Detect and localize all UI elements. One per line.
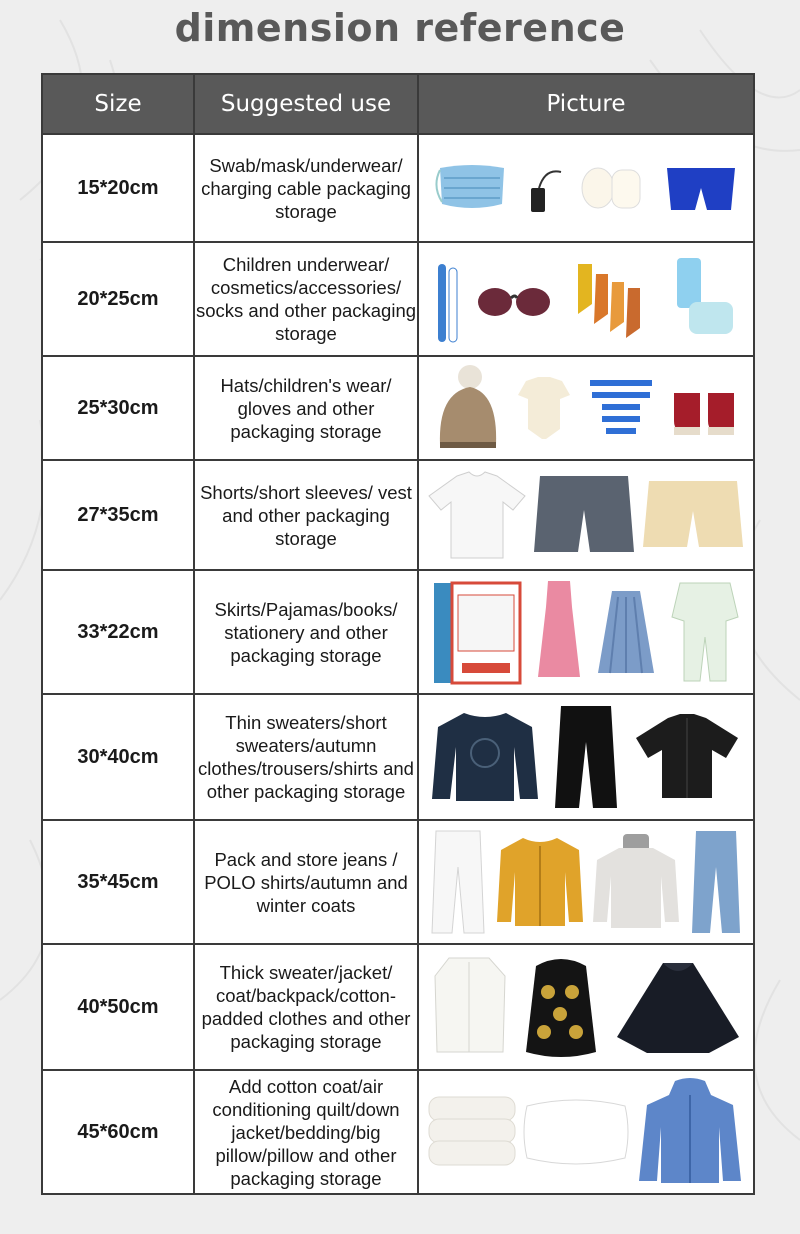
toothbrush-icon bbox=[432, 254, 462, 344]
table-row bbox=[42, 134, 754, 242]
turtleneck-icon bbox=[591, 832, 681, 932]
white-jacket-icon bbox=[429, 952, 509, 1062]
size-cell: 27*35cm bbox=[42, 460, 194, 570]
use-cell: Swab/mask/underwear/ charging cable packaging storage bbox=[194, 134, 418, 242]
beige-shorts-icon bbox=[641, 475, 745, 555]
black-trousers-icon bbox=[551, 702, 621, 812]
t-shirt-icon bbox=[427, 470, 527, 560]
cosmetic-jar-icon bbox=[671, 254, 741, 344]
size-cell: 35*45cm bbox=[42, 820, 194, 944]
use-cell: Thin sweaters/short sweaters/autumn clothes/trousers/shirts and other packaging storage bbox=[194, 694, 418, 820]
use-cell: Shorts/short sleeves/ vest and other packaging storage bbox=[194, 460, 418, 570]
pink-dress-icon bbox=[536, 577, 582, 687]
pleated-skirt-icon bbox=[596, 587, 656, 677]
pajamas-icon bbox=[670, 577, 740, 687]
picture-cell bbox=[418, 356, 754, 460]
size-cell: 45*60cm bbox=[42, 1070, 194, 1194]
table-header-row bbox=[42, 74, 754, 134]
size-cell: 15*20cm bbox=[42, 134, 194, 242]
table-row bbox=[42, 944, 754, 1070]
header-size: Size bbox=[42, 74, 194, 134]
picture-cell bbox=[418, 134, 754, 242]
picture-cell bbox=[418, 460, 754, 570]
striped-bodysuit-icon bbox=[586, 363, 656, 453]
table-row bbox=[42, 460, 754, 570]
quilt-icon bbox=[427, 1087, 517, 1177]
picture-cell bbox=[418, 242, 754, 356]
underwear-shorts-icon bbox=[661, 158, 741, 218]
use-cell: Pack and store jeans / POLO shirts/autumn and winter coats bbox=[194, 820, 418, 944]
charging-cable-icon bbox=[525, 158, 565, 218]
hooded-jacket-icon bbox=[635, 1077, 745, 1187]
picture-cell bbox=[418, 570, 754, 694]
picture-cell bbox=[418, 694, 754, 820]
size-cell: 25*30cm bbox=[42, 356, 194, 460]
table-row bbox=[42, 694, 754, 820]
picture-cell bbox=[418, 944, 754, 1070]
blue-jeans-icon bbox=[688, 827, 744, 937]
grey-shorts-icon bbox=[532, 470, 636, 560]
face-mask-icon bbox=[432, 158, 512, 218]
table-row bbox=[42, 242, 754, 356]
use-cell: Children underwear/ cosmetics/accessories/ socks and other packaging storage bbox=[194, 242, 418, 356]
cardigan-icon bbox=[495, 832, 585, 932]
sunglasses-icon bbox=[475, 274, 555, 324]
cotton-swabs-icon bbox=[578, 158, 648, 218]
picture-cell bbox=[418, 1070, 754, 1194]
knit-hat-icon bbox=[432, 363, 502, 453]
use-cell: Add cotton coat/air conditioning quilt/down jacket/bedding/big pillow/pillow and other packaging storage bbox=[194, 1070, 418, 1194]
table-row bbox=[42, 820, 754, 944]
page-title: dimension reference bbox=[174, 6, 626, 50]
table-row bbox=[42, 1070, 754, 1194]
use-cell: Thick sweater/jacket/ coat/backpack/cotton-padded clothes and other packaging storage bbox=[194, 944, 418, 1070]
socks-icon bbox=[568, 254, 658, 344]
size-cell: 30*40cm bbox=[42, 694, 194, 820]
picture-cell bbox=[418, 820, 754, 944]
pillow-icon bbox=[521, 1092, 631, 1172]
baby-bodysuit-icon bbox=[516, 373, 572, 443]
size-cell: 33*22cm bbox=[42, 570, 194, 694]
header-suggested-use: Suggested use bbox=[194, 74, 418, 134]
size-cell: 20*25cm bbox=[42, 242, 194, 356]
header-picture: Picture bbox=[418, 74, 754, 134]
black-shirt-icon bbox=[632, 712, 742, 802]
poncho-icon bbox=[613, 957, 743, 1057]
dimension-reference-table bbox=[41, 73, 755, 1195]
gloves-icon bbox=[670, 373, 740, 443]
use-cell: Hats/children's wear/ gloves and other packaging storage bbox=[194, 356, 418, 460]
sweater-icon bbox=[430, 707, 540, 807]
backpack-icon bbox=[516, 952, 606, 1062]
use-cell: Skirts/Pajamas/books/ stationery and other packaging storage bbox=[194, 570, 418, 694]
table-row bbox=[42, 356, 754, 460]
white-jeans-icon bbox=[428, 827, 488, 937]
book-box-set-icon bbox=[432, 577, 522, 687]
size-cell: 40*50cm bbox=[42, 944, 194, 1070]
table-row bbox=[42, 570, 754, 694]
